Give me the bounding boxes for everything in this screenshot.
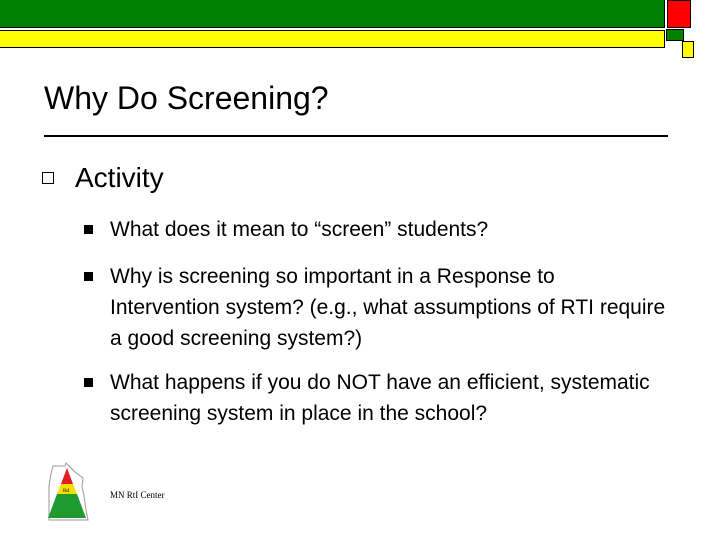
- square-bullet-icon: [84, 378, 93, 387]
- slide-title: Why Do Screening?: [44, 80, 329, 116]
- square-bullet-icon: [84, 272, 93, 281]
- logo-text: RtI: [63, 489, 70, 494]
- title-divider: [44, 135, 668, 137]
- header-band-yellow: [0, 30, 665, 48]
- corner-square-red: [667, 0, 691, 28]
- corner-square-green: [666, 29, 684, 41]
- sub-bullet-1: What does it mean to “screen” students?: [110, 218, 489, 241]
- mn-rti-pyramid-logo-icon: [45, 462, 89, 522]
- bullet-activity: Activity: [75, 162, 164, 193]
- sub-bullet-3: What happens if you do NOT have an efficient, systematic screening system in place in the school?: [110, 371, 650, 425]
- footer-text: MN RtI Center: [110, 490, 165, 500]
- hollow-square-bullet-icon: [42, 172, 54, 184]
- header-band-green: [0, 0, 665, 28]
- corner-square-yellow: [682, 41, 694, 58]
- sub-bullet-2: Why is screening so important in a Response to Intervention system? (e.g., what assumptions of RTI require a good screening system?): [110, 265, 666, 350]
- square-bullet-icon: [84, 225, 93, 234]
